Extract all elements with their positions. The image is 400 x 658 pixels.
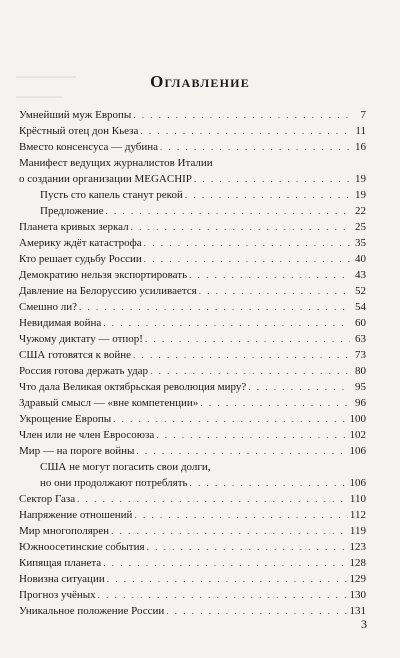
toc-row	[19, 523, 366, 539]
table-of-contents	[19, 107, 366, 619]
toc-entry-page: 60	[355, 317, 366, 329]
toc-entry[interactable]	[19, 283, 366, 299]
toc-entry-page: 73	[355, 349, 366, 361]
dot-leader	[144, 235, 350, 251]
toc-entry-title: Россия готова держать удар	[19, 365, 149, 377]
toc-entry-page: 102	[349, 429, 366, 441]
toc-entry-page: 129	[349, 573, 366, 585]
toc-entry-page: 123	[349, 541, 366, 553]
toc-entry[interactable]	[19, 235, 366, 251]
toc-row	[19, 251, 366, 267]
toc-entry[interactable]	[19, 347, 366, 363]
dot-leader	[166, 603, 347, 619]
toc-entry-page: 54	[355, 301, 366, 313]
toc-entry-page: 35	[355, 237, 366, 249]
toc-row	[19, 491, 366, 507]
toc-row	[19, 283, 366, 299]
toc-row	[19, 347, 366, 363]
toc-entry[interactable]	[19, 491, 366, 507]
dot-leader	[113, 411, 347, 427]
toc-entry-title: Вместо консенсуса — дубина	[19, 141, 159, 153]
toc-entry[interactable]	[19, 139, 366, 155]
toc-entry-title: Южноосетинские события	[19, 541, 145, 553]
dot-leader	[77, 491, 348, 507]
toc-entry[interactable]	[19, 395, 366, 411]
toc-entry-page: 40	[355, 253, 366, 265]
dot-leader	[103, 315, 350, 331]
toc-entry-title: США готовятся к войне	[19, 349, 131, 361]
toc-entry[interactable]	[19, 523, 366, 539]
toc-entry[interactable]	[19, 203, 366, 219]
toc-entry-page: 43	[355, 269, 366, 281]
toc-row	[19, 459, 366, 475]
toc-entry-title: Новизна ситуации	[19, 573, 105, 585]
dot-leader	[190, 475, 348, 491]
toc-entry-page: 63	[355, 333, 366, 345]
toc-entry-title: Давление на Белоруссию усиливается	[19, 285, 197, 297]
toc-entry-page: 22	[355, 205, 366, 217]
toc-row	[19, 299, 366, 315]
toc-row	[19, 603, 366, 619]
toc-entry-page: 110	[349, 493, 366, 505]
toc-entry[interactable]	[19, 379, 366, 395]
toc-entry-page: 95	[355, 381, 366, 393]
toc-entry-title: Америку ждёт катастрофа	[19, 237, 142, 249]
dot-leader	[133, 347, 350, 363]
dot-leader	[107, 571, 348, 587]
toc-entry[interactable]	[19, 603, 366, 619]
toc-row	[19, 411, 366, 427]
toc-entry-page: 25	[355, 221, 366, 233]
toc-entry-page: 11	[355, 125, 366, 137]
dot-leader	[145, 331, 350, 347]
toc-entry[interactable]	[19, 219, 366, 235]
toc-row	[19, 235, 366, 251]
toc-row	[19, 315, 366, 331]
toc-entry-title: Уникальное положение России	[19, 605, 165, 617]
toc-entry-page: 106	[349, 477, 366, 489]
toc-entry[interactable]	[19, 251, 366, 267]
dot-leader	[194, 171, 350, 187]
dot-leader	[133, 107, 350, 123]
dot-leader	[140, 123, 350, 139]
toc-entry-page: 130	[349, 589, 366, 601]
toc-entry-title: Укрощение Европы	[19, 413, 112, 425]
toc-entry-page: 52	[355, 285, 366, 297]
toc-entry-page: 119	[349, 525, 366, 537]
toc-entry[interactable]	[19, 507, 366, 523]
toc-row	[19, 363, 366, 379]
toc-row	[19, 139, 366, 155]
toc-entry[interactable]	[19, 363, 366, 379]
toc-entry-title: Здравый смысл — «вне компетенции»	[19, 397, 199, 409]
toc-entry[interactable]	[19, 299, 366, 315]
toc-entry[interactable]	[19, 443, 366, 459]
dot-leader	[150, 363, 350, 379]
toc-entry-page: 112	[349, 509, 366, 521]
dot-leader	[199, 283, 350, 299]
toc-entry-page: 131	[349, 605, 366, 617]
toc-entry-title: Планета кривых зеркал	[19, 221, 129, 233]
toc-entry-page: 80	[355, 365, 366, 377]
toc-entry[interactable]	[19, 571, 366, 587]
toc-row	[19, 203, 366, 219]
dot-leader	[189, 267, 350, 283]
toc-entry-title: Что дала Великая октябрьская революция миру?	[19, 381, 247, 393]
toc-entry-title: Мир многополярен	[19, 525, 110, 537]
toc-row	[19, 267, 366, 283]
toc-entry-page: 16	[355, 141, 366, 153]
toc-entry-title: Член или не член Евросоюза	[19, 429, 155, 441]
toc-entry[interactable]	[19, 155, 366, 187]
toc-entry[interactable]	[19, 315, 366, 331]
dot-leader	[98, 587, 348, 603]
toc-entry-title: Напряжение отношений	[19, 509, 133, 521]
toc-row	[19, 395, 366, 411]
toc-entry-title: США не могут погасить свои долги,	[40, 461, 211, 473]
toc-entry-title: Кто решает судьбу России	[19, 253, 142, 265]
toc-row	[19, 155, 366, 171]
dot-leader	[136, 443, 347, 459]
toc-entry[interactable]	[19, 411, 366, 427]
toc-entry-title: Манифест ведущих журналистов Италии	[19, 157, 213, 169]
toc-entry-title: Прогноз учёных	[19, 589, 96, 601]
toc-row	[19, 443, 366, 459]
dot-leader	[147, 539, 348, 555]
dot-leader	[131, 219, 350, 235]
toc-row	[19, 123, 366, 139]
toc-entry[interactable]	[19, 123, 366, 139]
dot-leader	[111, 523, 348, 539]
toc-entry-page: 106	[349, 445, 366, 457]
bleed-through-line	[16, 96, 62, 98]
toc-row	[19, 475, 366, 491]
page-number: 3	[361, 617, 367, 631]
dot-leader	[156, 427, 347, 443]
toc-row	[19, 587, 366, 603]
toc-entry-title: Смешно ли?	[19, 301, 78, 313]
toc-entry[interactable]	[19, 459, 366, 491]
page-title: Оглавление	[150, 72, 250, 91]
toc-entry-page: 19	[355, 189, 366, 201]
toc-row	[19, 171, 366, 187]
toc-entry[interactable]	[19, 267, 366, 283]
dot-leader	[103, 555, 347, 571]
toc-entry-title: Невидимая война	[19, 317, 102, 329]
toc-entry[interactable]	[19, 427, 366, 443]
toc-entry-title: Умнейший муж Европы	[19, 109, 132, 121]
dot-leader	[200, 395, 350, 411]
toc-row	[19, 555, 366, 571]
toc-row	[19, 219, 366, 235]
toc-entry-title: Сектор Газа	[19, 493, 76, 505]
toc-entry-title: Предложение	[40, 205, 104, 217]
toc-row	[19, 331, 366, 347]
toc-entry-title: о создании организации MEGACHIP	[19, 173, 192, 185]
toc-row	[19, 507, 366, 523]
dot-leader	[185, 187, 350, 203]
toc-entry-page: 19	[355, 173, 366, 185]
toc-entry[interactable]	[19, 107, 366, 123]
toc-entry[interactable]	[19, 555, 366, 571]
toc-entry-page: 100	[349, 413, 366, 425]
toc-entry-page: 96	[355, 397, 366, 409]
dot-leader	[160, 139, 350, 155]
toc-row	[19, 427, 366, 443]
dot-leader	[248, 379, 350, 395]
toc-entry[interactable]	[19, 187, 366, 203]
toc-row	[19, 571, 366, 587]
toc-entry-page: 128	[349, 557, 366, 569]
toc-entry[interactable]	[19, 539, 366, 555]
toc-entry[interactable]	[19, 331, 366, 347]
toc-row	[19, 539, 366, 555]
toc-entry[interactable]	[19, 587, 366, 603]
toc-entry-title: Мир — на пороге войны	[19, 445, 135, 457]
dot-leader	[134, 507, 347, 523]
dot-leader	[79, 299, 350, 315]
toc-entry-title: Чужому диктату — отпор!	[19, 333, 143, 345]
toc-row	[19, 187, 366, 203]
toc-entry-title: Кипящая планета	[19, 557, 102, 569]
dot-leader	[144, 251, 350, 267]
toc-entry-title: но они продолжают потреблять	[40, 477, 188, 489]
toc-row	[19, 379, 366, 395]
dot-leader	[106, 203, 351, 219]
toc-row	[19, 107, 366, 123]
toc-entry-title: Пусть сто капель станут рекой	[40, 189, 183, 201]
toc-entry-title: Демократию нельзя экспортировать	[19, 269, 188, 281]
toc-entry-page: 7	[360, 109, 366, 121]
toc-entry-title: Крёстный отец дон Кьеза	[19, 125, 139, 137]
